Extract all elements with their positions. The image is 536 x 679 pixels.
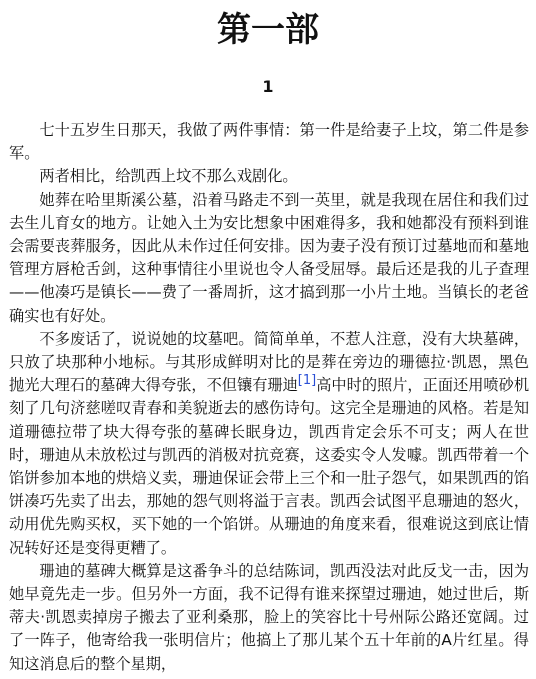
paragraph-text: 高中时的照片，正面还用喷砂机刻了几句济慈嗟叹青春和美貌逝去的感伤诗句。这完全是珊迪的风格。若是知道珊德拉带了块大得夸张的墓碑长眠身边，凯西肯定会乐不可支；两人在世时，珊迪从未放松过与凯西的消极对抗竞赛，这委实令人发噱。凯西带着一个馅饼参加本地的烘焙义卖，珊迪保证会带上三个和一肚子怨气，如果凯西的馅饼凑巧先卖了出去，那她的怨气则将溢于言表。凯西会试图平息珊迪的怒火，动用优先购买权，买下她的一个馅饼。从珊迪的角度来看，很难说这到底让情况转好还是变得更糟了。 <box>9 376 530 557</box>
paragraph: 珊迪的墓碑大概算是这番争斗的总结陈词，凯西没法对此反戈一击，因为她早竟先走一步。但另外一方面，我不记得有谁来探望过珊迪，她过世后，斯蒂夫·凯恩卖掉房子搬去了亚利桑那，脸上的笑容比十号州际公路还宽阔。过了一阵子，他寄给我一张明信片；他搞上了那儿某个五十年前的A片红星。得知这消息后的整个星期， <box>9 561 529 673</box>
part-title: 第一部 <box>217 10 319 50</box>
paragraph: 她葬在哈里斯溪公墓，沿着马路走不到一英里，就是我现在居住和我们过去生儿育女的地方。让她入土为安比想象中困难得多，我和她都没有预料到谁会需要丧葬服务，因此从未作过任何安排。因为妻子没有预订过墓地而和墓地管理方唇枪舌剑，这种事情往小里说也令人备受屈辱。最后还是我的儿子查理——他凑巧是镇长——费了一番周折，这才搞到那一小片土地。当镇长的老爸确实也有好处。 <box>9 190 529 325</box>
paragraph: 两者相比，给凯西上坟不那么戏剧化。 <box>39 167 298 186</box>
footnote-link[interactable]: [1] <box>297 373 317 389</box>
paragraph: 七十五岁生日那天，我做了两件事情：第一件是给妻子上坟，第二件是参军。 <box>9 121 529 163</box>
chapter-number: 1 <box>262 77 274 96</box>
paragraph-text: 不多废话了，说说她的坟墓吧。简简单单，不惹人注意，没有大块墓碑，只放了块那种小地标。与其形成鲜明对比的是葬在旁边的珊德拉·凯恩，黑色抛光大理石的墓碑大得夸张，不但镶有珊迪 <box>9 329 529 395</box>
chapter-body <box>9 119 529 676</box>
paragraph <box>9 328 529 560</box>
